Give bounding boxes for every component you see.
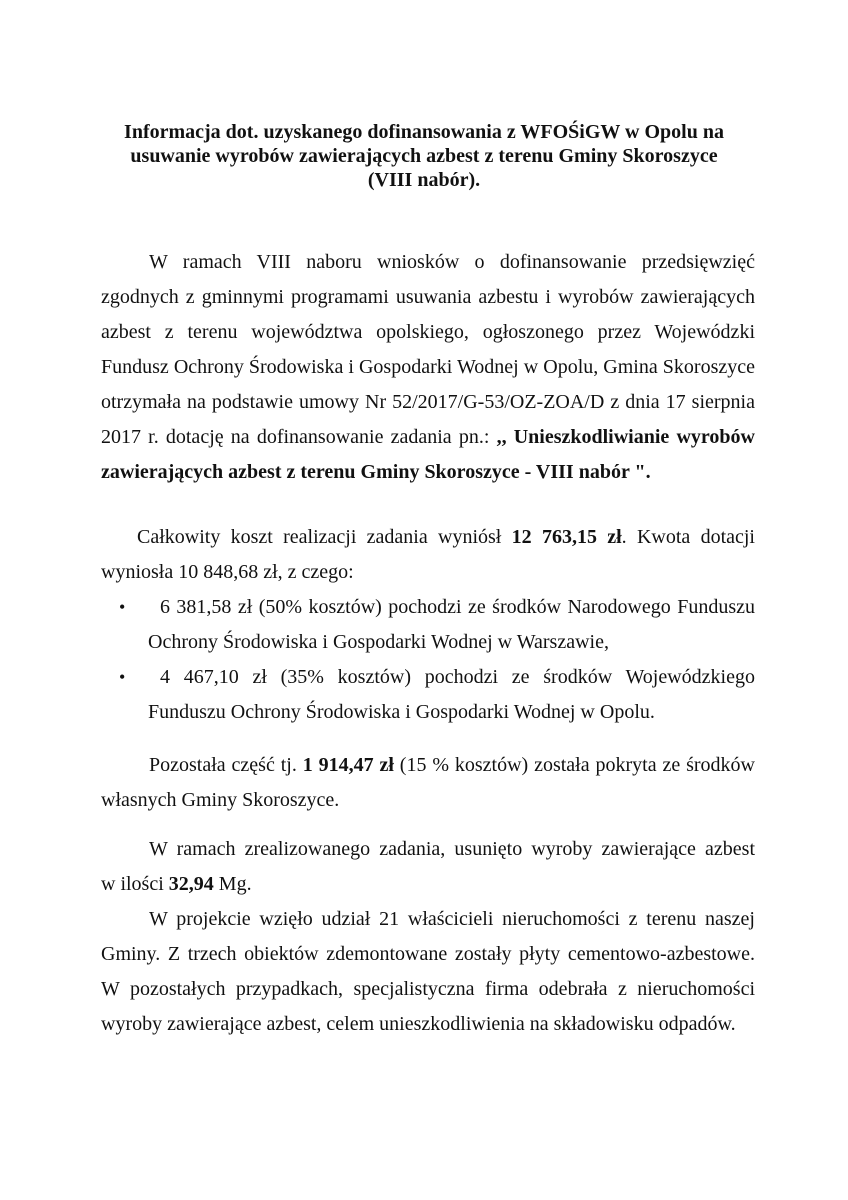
mass-value: 32,94	[168, 873, 214, 895]
paragraph-own-funds	[101, 748, 755, 818]
task-name-start: ,, Unieszkodliwianie wyrobów	[496, 426, 755, 448]
text-line: wyniosła 10 848,68 zł, z czego:	[101, 561, 354, 583]
title-line-3: (VIII nabór).	[367, 169, 481, 191]
text-line: Gminy. Z trzech obiektów zdemontowane zostały płyty cementowo-azbestowe.	[101, 943, 755, 965]
text-span: w ilości	[101, 873, 169, 895]
text-line: W ramach VIII naboru wniosków o dofinansowanie przedsięwzięć	[149, 251, 755, 273]
text-line: azbest z terenu województwa opolskiego, ogłoszonego przez Wojewódzki	[101, 321, 755, 343]
bullet-continuation	[101, 695, 755, 730]
paragraph-project-details	[101, 902, 755, 1042]
bullet-text: 4 467,10 zł (35% kosztów) pochodzi ze środków Wojewódzkiego	[160, 666, 755, 688]
total-cost-value: 12 763,15 zł	[511, 526, 622, 548]
text-line	[101, 420, 755, 455]
text-span: Pozostała część tj.	[149, 754, 303, 776]
text-line: zgodnych z gminnymi programami usuwania azbestu i wyrobów zawierających	[101, 286, 755, 308]
text-line: Fundusz Ochrony Środowiska i Gospodarki Wodnej w Opolu, Gmina Skoroszyce	[101, 356, 755, 378]
bullet-continuation	[101, 625, 755, 660]
title-line-1: Informacja dot. uzyskanego dofinansowania z WFOŚiGW w Opolu na	[124, 121, 724, 143]
bullet-item-wfosigw	[101, 660, 755, 695]
task-name-end: zawierających azbest z terenu Gminy Skoroszyce - VIII nabór ".	[101, 461, 651, 483]
text-line: wyroby zawierające azbest, celem unieszkodliwienia na składowisku odpadów.	[101, 1013, 736, 1035]
bullet-icon: •	[119, 597, 126, 617]
text-line: W ramach zrealizowanego zadania, usunięto wyroby zawierające azbest	[149, 838, 755, 860]
text-span: Mg.	[213, 873, 252, 895]
text-line: otrzymała na podstawie umowy Nr 52/2017/G-53/OZ-ZOA/D z dnia 17 sierpnia	[101, 391, 755, 413]
text-line	[101, 867, 755, 902]
own-funds-value: 1 914,47 zł	[302, 754, 394, 776]
text-span: (15 % kosztów) została pokryta ze środków	[393, 754, 755, 776]
paragraph-costs	[101, 520, 755, 730]
text-line: W projekcie wzięło udział 21 właścicieli nieruchomości z terenu naszej	[149, 908, 755, 930]
text-line	[101, 455, 755, 490]
bullet-text: 6 381,58 zł (50% kosztów) pochodzi ze środków Narodowego Funduszu	[160, 596, 755, 618]
bullet-text: Ochrony Środowiska i Gospodarki Wodnej w Warszawie,	[148, 631, 609, 653]
paragraph-removed-amount	[101, 832, 755, 902]
document-title	[100, 120, 748, 192]
bullet-item-nfosigw	[101, 590, 755, 625]
title-line-2: usuwanie wyrobów zawierających azbest z terenu Gminy Skoroszyce	[130, 145, 718, 167]
text-line	[101, 520, 755, 555]
text-line: własnych Gminy Skoroszyce.	[101, 789, 340, 811]
text-line: W pozostałych przypadkach, specjalistyczna firma odebrała z nieruchomości	[101, 978, 755, 1000]
text-span: Całkowity koszt realizacji zadania wyniósł	[137, 526, 512, 548]
paragraph-funding-intro	[101, 245, 755, 490]
text-span: 2017 r. dotację na dofinansowanie zadania pn.:	[101, 426, 497, 448]
text-span: . Kwota dotacji	[621, 526, 755, 548]
text-line	[101, 748, 755, 783]
bullet-text: Funduszu Ochrony Środowiska i Gospodarki Wodnej w Opolu.	[148, 701, 655, 723]
bullet-icon: •	[119, 667, 126, 687]
